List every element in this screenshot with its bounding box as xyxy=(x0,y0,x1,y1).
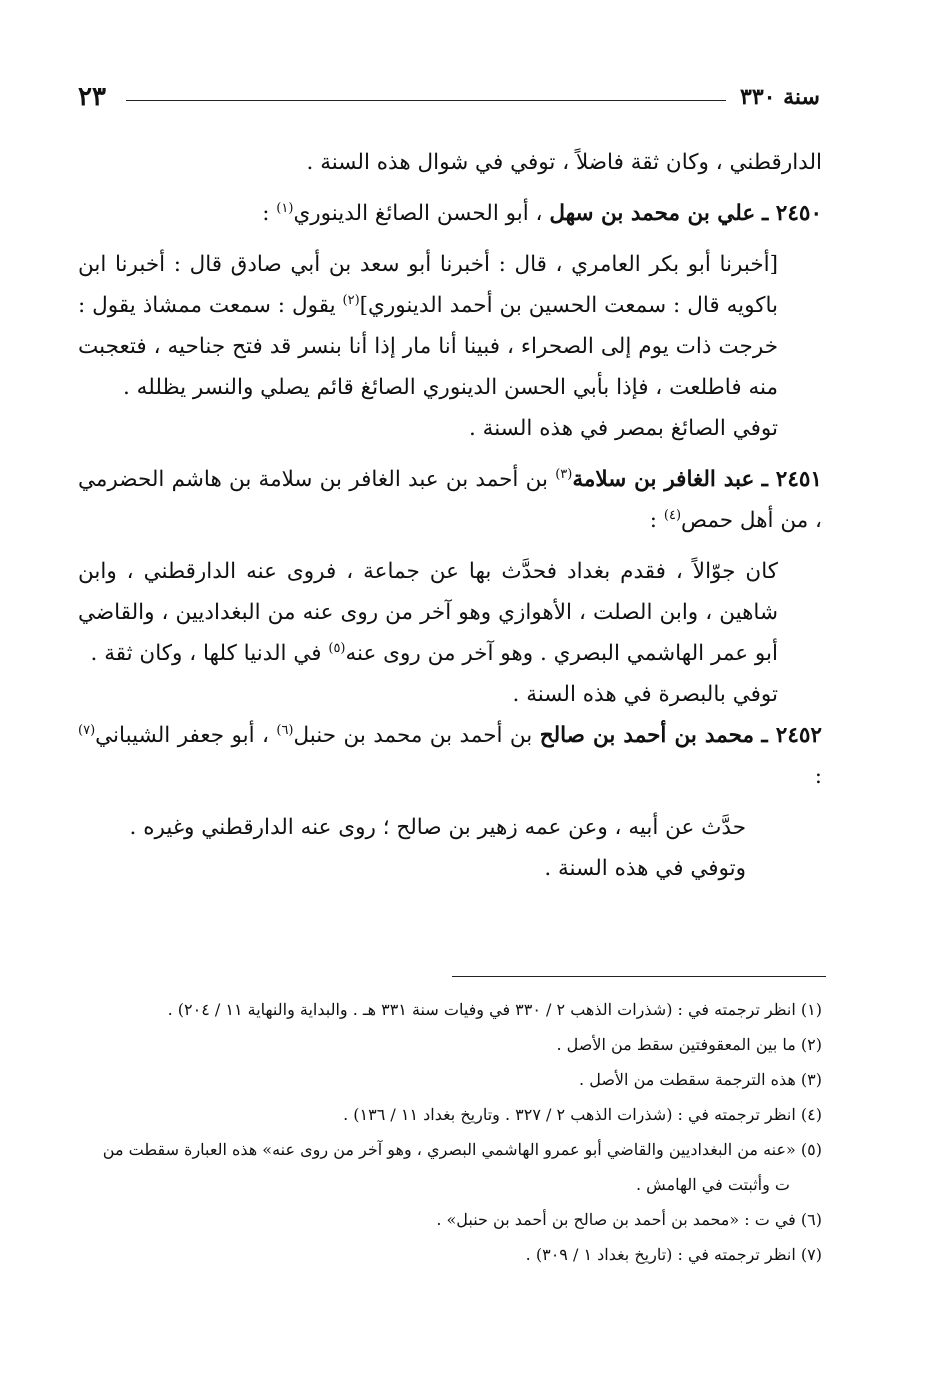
entry-colon: : xyxy=(814,764,822,789)
entry-text: ، أبو جعفر الشيباني xyxy=(95,723,269,748)
spacer xyxy=(78,541,822,551)
footnote-separator xyxy=(452,976,826,977)
footnote-ref: (٤) xyxy=(663,507,682,523)
paragraph: وتوفي في هذه السنة . xyxy=(544,856,746,881)
spacer xyxy=(78,234,822,244)
footnote-continuation: ت وأثبتت في الهامش . xyxy=(635,1175,790,1194)
footnote-ref: (١) xyxy=(276,200,294,216)
entry-heading-2451 xyxy=(78,459,822,541)
entry-number: ٢٤٥٠ ـ xyxy=(762,201,822,226)
running-title: سنة ٣٣٠ xyxy=(740,84,820,110)
page-number: ٢٣ xyxy=(78,82,106,112)
paragraph xyxy=(78,244,822,408)
page-header xyxy=(78,82,820,122)
paragraph-text: في الدنيا كلها ، وكان ثقة . xyxy=(90,641,322,666)
paragraph-text: [أخبرنا أبو بكر العامري ، قال : أخبرنا أبو سعد بن أبي صادق قال : أخبرنا ابن باكويه قال : سمعت الحسين بن أحمد الدينوري] xyxy=(78,252,779,318)
paragraph: حدَّث عن أبيه ، وعن عمه زهير بن صالح ؛ روى عنه الدارقطني وغيره . xyxy=(129,815,746,840)
footnote: (٣) هذه الترجمة سقطت من الأصل . xyxy=(579,1070,822,1089)
footnote: (١) انظر ترجمته في : (شذرات الذهب ٢ / ٣٣٠ في وفيات سنة ٣٣١ هـ . والبداية والنهاية ١١ / ٢٠٤) . xyxy=(167,1000,822,1019)
paragraph xyxy=(78,551,822,674)
entry-heading-2450 xyxy=(78,193,822,234)
entry-name: عبد الغافر بن سلامة xyxy=(572,467,755,492)
footnote-ref: (٢) xyxy=(342,292,360,308)
paragraph: الدارقطني ، وكان ثقة فاضلاً ، توفي في شوال هذه السنة . xyxy=(306,150,822,175)
footnote: (٦) في ت : «محمد بن أحمد بن صالح بن أحمد بن حنبل» . xyxy=(436,1210,822,1229)
paragraph: توفي الصائغ بمصر في هذه السنة . xyxy=(469,416,778,441)
paragraph-text: كان جوّالاً ، فقدم بغداد فحدَّث بها عن جماعة ، فروى عنه الدارقطني ، وابن شاهين ، وابن الصلت ، الأهوازي وهو آخر من روى عنه من البغداديين ، والقاضي أبو عمر الهاشمي البصري . وهو آخر من روى عنه xyxy=(78,559,778,666)
entry-colon: : xyxy=(649,508,658,533)
header-rule xyxy=(126,100,726,101)
paragraph: توفي بالبصرة في هذه السنة . xyxy=(512,682,778,707)
paragraph-text: يقول : سمعت ممشاذ يقول : خرجت ذات يوم إلى الصحراء ، فبينا أنا مار إذا أنا بنسر قد فتح جناحيه ، فتعجبت منه فاطلعت ، فإذا بأبي الحسن الدينوري الصائغ قائم يصلي والنسر يظلله . xyxy=(78,293,778,400)
entry-heading-2452 xyxy=(78,715,822,797)
entry-text: ، أبو الحسن الصائغ الدينوري xyxy=(293,201,543,226)
footnote: (٤) انظر ترجمته في : (شذرات الذهب ٢ / ٣٢٧ . وتاريخ بغداد ١١ / ١٣٦) . xyxy=(343,1105,822,1124)
entry-number: ٢٤٥١ ـ xyxy=(761,467,822,492)
footnotes xyxy=(78,992,822,1272)
spacer xyxy=(78,449,822,459)
main-text xyxy=(78,142,822,889)
footnote-ref: (٥) xyxy=(328,640,346,656)
footnote-ref: (٧) xyxy=(78,722,96,738)
entry-colon: : xyxy=(262,201,270,226)
spacer xyxy=(78,797,822,807)
entry-name: محمد بن أحمد بن صالح xyxy=(539,723,754,748)
entry-text: بن أحمد بن عبد الغافر بن سلامة بن هاشم الحضرمي ، من أهل حمص xyxy=(78,467,822,533)
footnote-ref: (٣) xyxy=(555,466,573,482)
footnote: (٥) «عنه من البغداديين والقاضي أبو عمرو الهاشمي البصري ، وهو آخر من روى عنه» هذه العبارة سقطت من xyxy=(102,1140,822,1159)
entry-name: علي بن محمد بن سهل xyxy=(549,201,756,226)
entry-number: ٢٤٥٢ ـ xyxy=(761,723,822,748)
footnote: (٢) ما بين المعقوفتين سقط من الأصل . xyxy=(556,1035,822,1054)
entry-text: بن أحمد بن محمد بن حنبل xyxy=(293,723,533,748)
footnote: (٧) انظر ترجمته في : (تاريخ بغداد ١ / ٣٠٩) . xyxy=(525,1245,822,1264)
spacer xyxy=(78,183,822,193)
footnote-ref: (٦) xyxy=(276,722,294,738)
